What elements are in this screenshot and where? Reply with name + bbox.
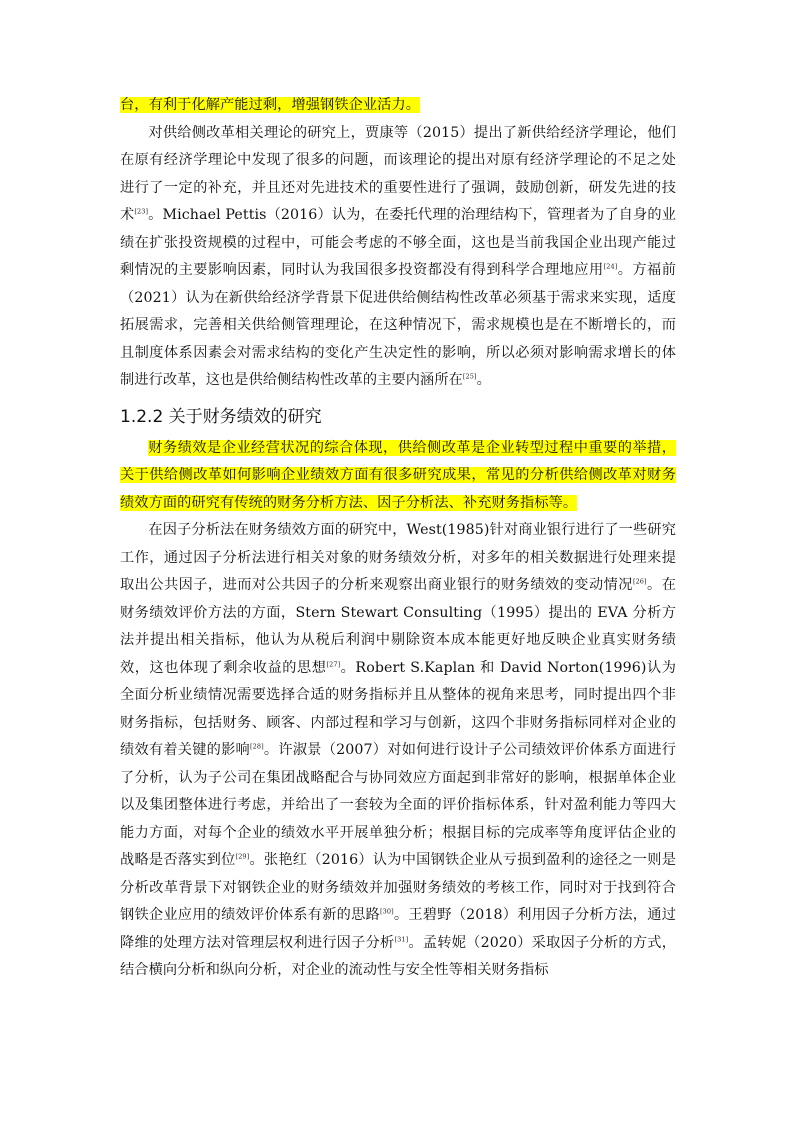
body-text: 。王碧野（2018）利用因子分析方法，通过降维的处理方法对管理层权利进行因子分析 (120, 907, 676, 951)
citation-ref: [31] (394, 934, 409, 943)
paragraph-supply-side-theory (120, 120, 676, 395)
citation-ref: [24] (603, 262, 618, 271)
citation-ref: [30] (380, 907, 394, 916)
section-heading: 1.2.2 关于财务绩效的研究 (120, 406, 322, 427)
citation-ref: [25] (462, 372, 477, 381)
highlighted-text: 台，有利于化解产能过剩，增强钢铁企业活力。 (120, 97, 421, 113)
citation-ref: [29] (235, 852, 250, 861)
paragraph-factor-analysis (120, 517, 676, 985)
body-text: 。孟转妮（2020）采取因子分析的方式，结合横向分析和纵向分析，对企业的流动性与安全性等相关财务指标 (120, 934, 677, 978)
highlighted-text: 财务绩效是企业经营状况的综合体现，供给侧改革是企业转型过程中重要的举措，关于供给侧改革如何影响企业绩效方面有很多研究成果，常见的分析供给侧改革对财务绩效方面的研究有传统的财务分析方法、因子分析法、补充财务指标等。 (120, 439, 676, 511)
paragraph-financial-performance-intro (120, 435, 676, 518)
citation-ref: [23] (134, 207, 149, 216)
citation-ref: [28] (250, 742, 264, 751)
body-text: 。在财务绩效评价方法的方面，Stern Stewart Consulting（1995）提出的 EVA 分析方法并提出相关指标，他认为从税后利润中剔除资本成本能更好地反映企业真实财务绩效，这也体现了剩余收益的思想 (120, 577, 676, 676)
body-text: 。张艳红（2016）认为中国钢铁企业从亏损到盈利的途径之一则是分析改革背景下对钢铁企业的财务绩效并加强财务绩效的考核工作，同时对于找到符合钢铁企业应用的绩效评价体系有新的思路 (120, 852, 676, 923)
body-text: 。 (476, 372, 491, 388)
body-text: 在因子分析法在财务绩效方面的研究中，West(1985)针对商业银行进行了一些研究工作，通过因子分析法进行相关对象的财务绩效分析，对多年的相关数据进行处理来提取出公共因子，进而对公共因子的分析来观察出商业银行的财务绩效的变动情况 (120, 522, 676, 593)
citation-ref: [27] (326, 659, 341, 668)
body-text: 。Robert S.Kaplan 和 David Norton(1996)认为全面分析业绩情况需要选择合适的财务指标并且从整体的视角来思考，同时提出四个非财务指标，包括财务、顾客、内部过程和学习与创新，这四个非财务指标同样对企业的绩效有着关键的影响 (120, 659, 676, 758)
body-text: 。方福前（2021）认为在新供给经济学背景下促进供给侧结构性改革必须基于需求来实现，适度拓展需求，完善相关供给侧管理理论，在这种情况下，需求规模也是在不断增长的，而且制度体系因素会对需求结构的变化产生决定性的影响，所以必须对影响需求增长的体制进行改革，这也是供给侧结构性改革的主要内涵所在 (120, 262, 676, 388)
document-page (120, 92, 676, 985)
paragraph-continuation (120, 92, 676, 120)
body-text: 对供给侧改革相关理论的研究上，贾康等（2015）提出了新供给经济学理论，他们在原有经济学理论中发现了很多的问题，而该理论的提出对原有经济学理论的不足之处进行了一定的补充，并且还对先进技术的重要性进行了强调，鼓励创新，研发先进的技术 (120, 124, 676, 223)
body-text: 。许淑景（2007）对如何进行设计子公司绩效评价体系方面进行了分析，认为子公司在集团战略配合与协同效应方面起到非常好的影响，根据单体企业以及集团整体进行考虑，并给出了一套较为全面的评价指标体系，针对盈利能力等四大能力方面，对每个企业的绩效水平开展单独分析；根据目标的完成率等角度评估企业的战略是否落实到位 (120, 742, 677, 868)
body-text: 。Michael Pettis（2016）认为，在委托代理的治理结构下，管理者为了自身的业绩在扩张投资规模的过程中，可能会考虑的不够全面，这也是当前我国企业出现产能过剩情况的主要影响因素，同时认为我国很多投资都没有得到科学合理地应用 (120, 207, 676, 278)
citation-ref: [26] (632, 577, 647, 586)
